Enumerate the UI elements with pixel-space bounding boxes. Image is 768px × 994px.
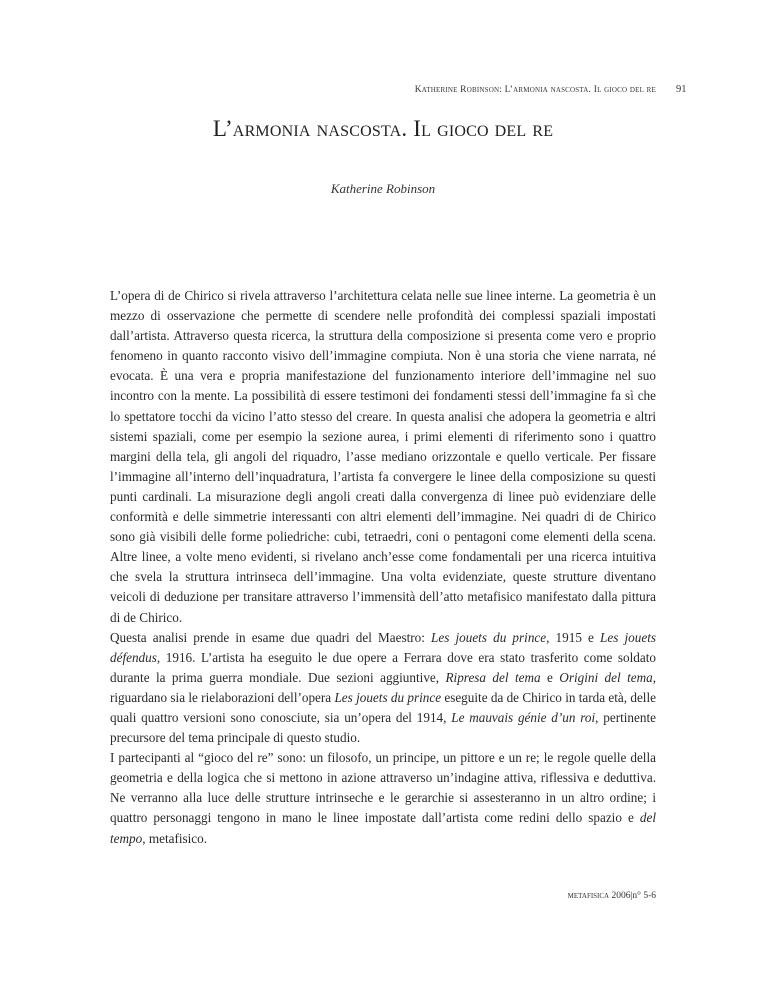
journal-name: metafisica [567, 891, 610, 901]
page-number: 91 [676, 84, 687, 95]
artwork-title: Les jouets du prince [334, 689, 442, 705]
artwork-title: Les jouets du prince [431, 629, 547, 645]
paragraph-2 [110, 628, 656, 749]
footer-separator: | [630, 891, 633, 901]
footer [420, 891, 656, 901]
journal-year: 2006 [611, 891, 631, 901]
section-title: Origini del tema [559, 669, 653, 685]
journal-issue: n° 5-6 [632, 891, 656, 901]
article-title: L’armonia nascosta. Il gioco del re [212, 116, 554, 141]
emphasis: del tempo [110, 810, 656, 846]
paragraph-2-text: , pertinente precursore del tema principale di questo studio. [110, 709, 656, 746]
artwork-title: Le mauvais génie d’un roi [451, 709, 596, 725]
paragraph-2-text: , riguardano sia le rielaborazioni dell’opera [110, 669, 657, 705]
paragraph-3-text: I partecipanti al “gioco del re” sono: un filosofo, un principe, un pittore e un re; le regole quelle della geometria e della logica che si mettono in azione attraverso un’indagine attiva, riflessiva e deduttiva. Ne verranno alla luce delle strutture intrinseche e le gerarchie si assesteranno in un altro ordine; i quattro personaggi tengono in mano le linee impostate dall’artista come redini dello spazio e [110, 750, 656, 826]
paragraph-3-text: , metafisico. [142, 830, 208, 846]
article-body [110, 286, 656, 849]
paragraph-3 [110, 748, 656, 848]
section-title: Ripresa del tema [445, 669, 541, 685]
paragraph-2-text: Questa analisi prende in esame due quadri del Maestro: [110, 629, 432, 645]
paragraph-2-text: , 1915 e [546, 629, 601, 645]
paragraph-2-text: , 1916. L’artista ha eseguito le due opere a Ferrara dove era stato trasferito come soldato durante la prima guerra mondiale. Due sezioni aggiuntive, [110, 649, 656, 685]
article-author: Katherine Robinson [330, 181, 436, 196]
paragraph-2-text: e [540, 669, 560, 685]
paragraph-2-text: eseguite da de Chirico in tarda età, delle quali quattro versioni sono conosciute, sia un’opera del 1914, [110, 689, 656, 725]
running-head: Katherine Robinson: L’armonia nascosta. Il gioco del re [414, 85, 656, 95]
artwork-title: Les jouets défendus [110, 629, 656, 665]
paragraph-1: L’opera di de Chirico si rivela attraverso l’architettura celata nelle sue linee interne. La geometria è un mezzo di osservazione che permette di scendere nelle profondità dei complessi spaziali impostati dall’artista. Attraverso questa ricerca, la struttura della composizione si presenta come vero e proprio fenomeno in quanto racconto visivo dell’immagine compiuta. Non è una storia che viene narrata, né evocata. È una vera e propria manifestazione del funzionamento interiore dell’immagine nel suo incontro con la mente. La possibilità di essere testimoni dei fondamenti stessi dell’immagine fa sì che lo spettatore tocchi da vicino l’atto stesso del creare. In questa analisi che adopera la geometria e altri sistemi spaziali, come per esempio la sezione aurea, i primi elementi di riferimento sono i quattro margini della tela, gli angoli del riquadro, l’asse mediano orizzontale e quello verticale. Per fissare l’immagine all’interno dell’inquadratura, l’artista fa convergere le linee della composizione su questi punti cardinali. La misurazione degli angoli creati dalla convergenza di linee può evidenziare delle conformità e delle simmetrie interessanti con altri elementi dell’immagine. Nei quadri di de Chirico sono già visibili delle forme poliedriche: cubi, tetraedri, coni o pentagoni come elementi della scena. Altre linee, a volte meno evidenti, si rivelano anch’esse come fondamentali per una ricerca intuitiva che svela la struttura intrinseca dell’immagine. Una volta evidenziate, queste strutture diventano veicoli di deduzione per transitare attraverso l’immensità dell’atto metafisico manifestato dalla pittura di de Chirico. [110, 288, 656, 625]
